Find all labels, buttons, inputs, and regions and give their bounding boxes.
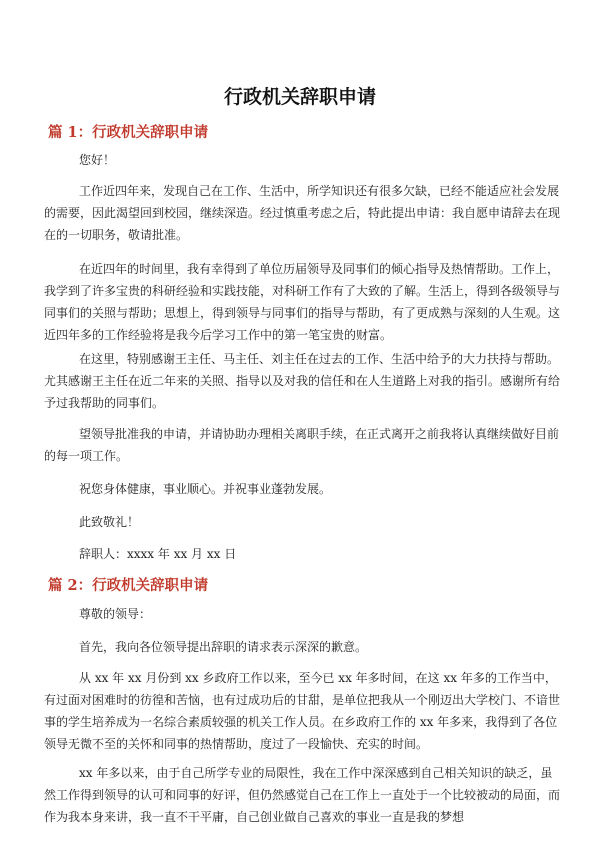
section-1-heading: 篇 1：行政机关辞职申请 [48, 124, 209, 141]
section-1-paragraph-6: 此致敬礼！ [79, 515, 140, 529]
section-1-greeting: 您好！ [79, 153, 116, 167]
section-1-paragraph-5: 祝您身体健康，事业顺心。并祝事业蓬勃发展。 [79, 482, 332, 496]
section-1-signature: 辞职人：xxxx 年 xx 月 xx 日 [79, 547, 237, 561]
section-1-paragraph-4: 望领导批准我的申请，并请协助办理相关离职手续，在正式离开之前我将认真继续做好目前的每一项工作。 [44, 427, 560, 463]
document-title: 行政机关辞职申请 [223, 86, 376, 108]
section-2-greeting: 尊敬的领导： [79, 607, 152, 621]
section-1-paragraph-3: 在这里，特别感谢王主任、马主任、刘主任在过去的工作、生活中给予的大力扶持与帮助。尤其感谢王主任在近二年来的关照、指导以及对我的信任和在人生道路上对我的指引。感谢所有给予过我帮助的同事们。 [44, 352, 561, 410]
section-2-paragraph-3: xx 年多以来，由于自己所学专业的局限性，我在工作中深深感到自己相关知识的缺乏，虽然工作得到领导的认可和同事的好评，但仍然感觉自己在工作上一直处于一个比较被动的局面，而作为我本身来讲，我一直不干平庸，自己创业做自己喜欢的事业一直是我的梦想 [44, 766, 561, 824]
section-1-paragraph-2: 在近四年的时间里，我有幸得到了单位历届领导及同事们的倾心指导及热情帮助。工作上，我学到了许多宝贵的科研经验和实践技能，对科研工作有了大致的了解。生活上，得到各级领导与同事们的关照与帮助；思想上，得到领导与同事们的指导与帮助，有了更成熟与深刻的人生观。这近四年多的工作经验将是我今后学习工作中的第一笔宝贵的财富。 [44, 262, 561, 342]
section-2-paragraph-2: 从 xx 年 xx 月份到 xx 乡政府工作以来，至今已 xx 年多时间，在这 xx 年多的工作当中，有过面对困难时的彷徨和苦恼，也有过成功后的甘甜，是单位把我从一个刚迈出大学校门、不谙世事的学生培养成为一名综合素质较强的机关工作人员。在乡政府工作的 xx 年多来，我得到了各位领导无微不至的关怀和同事的热情帮助，度过了一段愉快、充实的时间。 [44, 671, 561, 751]
section-1-paragraph-1: 工作近四年来，发现自己在工作、生活中，所学知识还有很多欠缺，已经不能适应社会发展的需要，因此渴望回到校园，继续深造。经过慎重考虑之后，特此提出申请：我自愿申请辞去在现在的一切职务，敬请批准。 [44, 184, 561, 242]
section-2-heading: 篇 2：行政机关辞职申请 [48, 577, 209, 594]
section-2-paragraph-1: 首先，我向各位领导提出辞职的请求表示深深的歉意。 [79, 640, 368, 654]
